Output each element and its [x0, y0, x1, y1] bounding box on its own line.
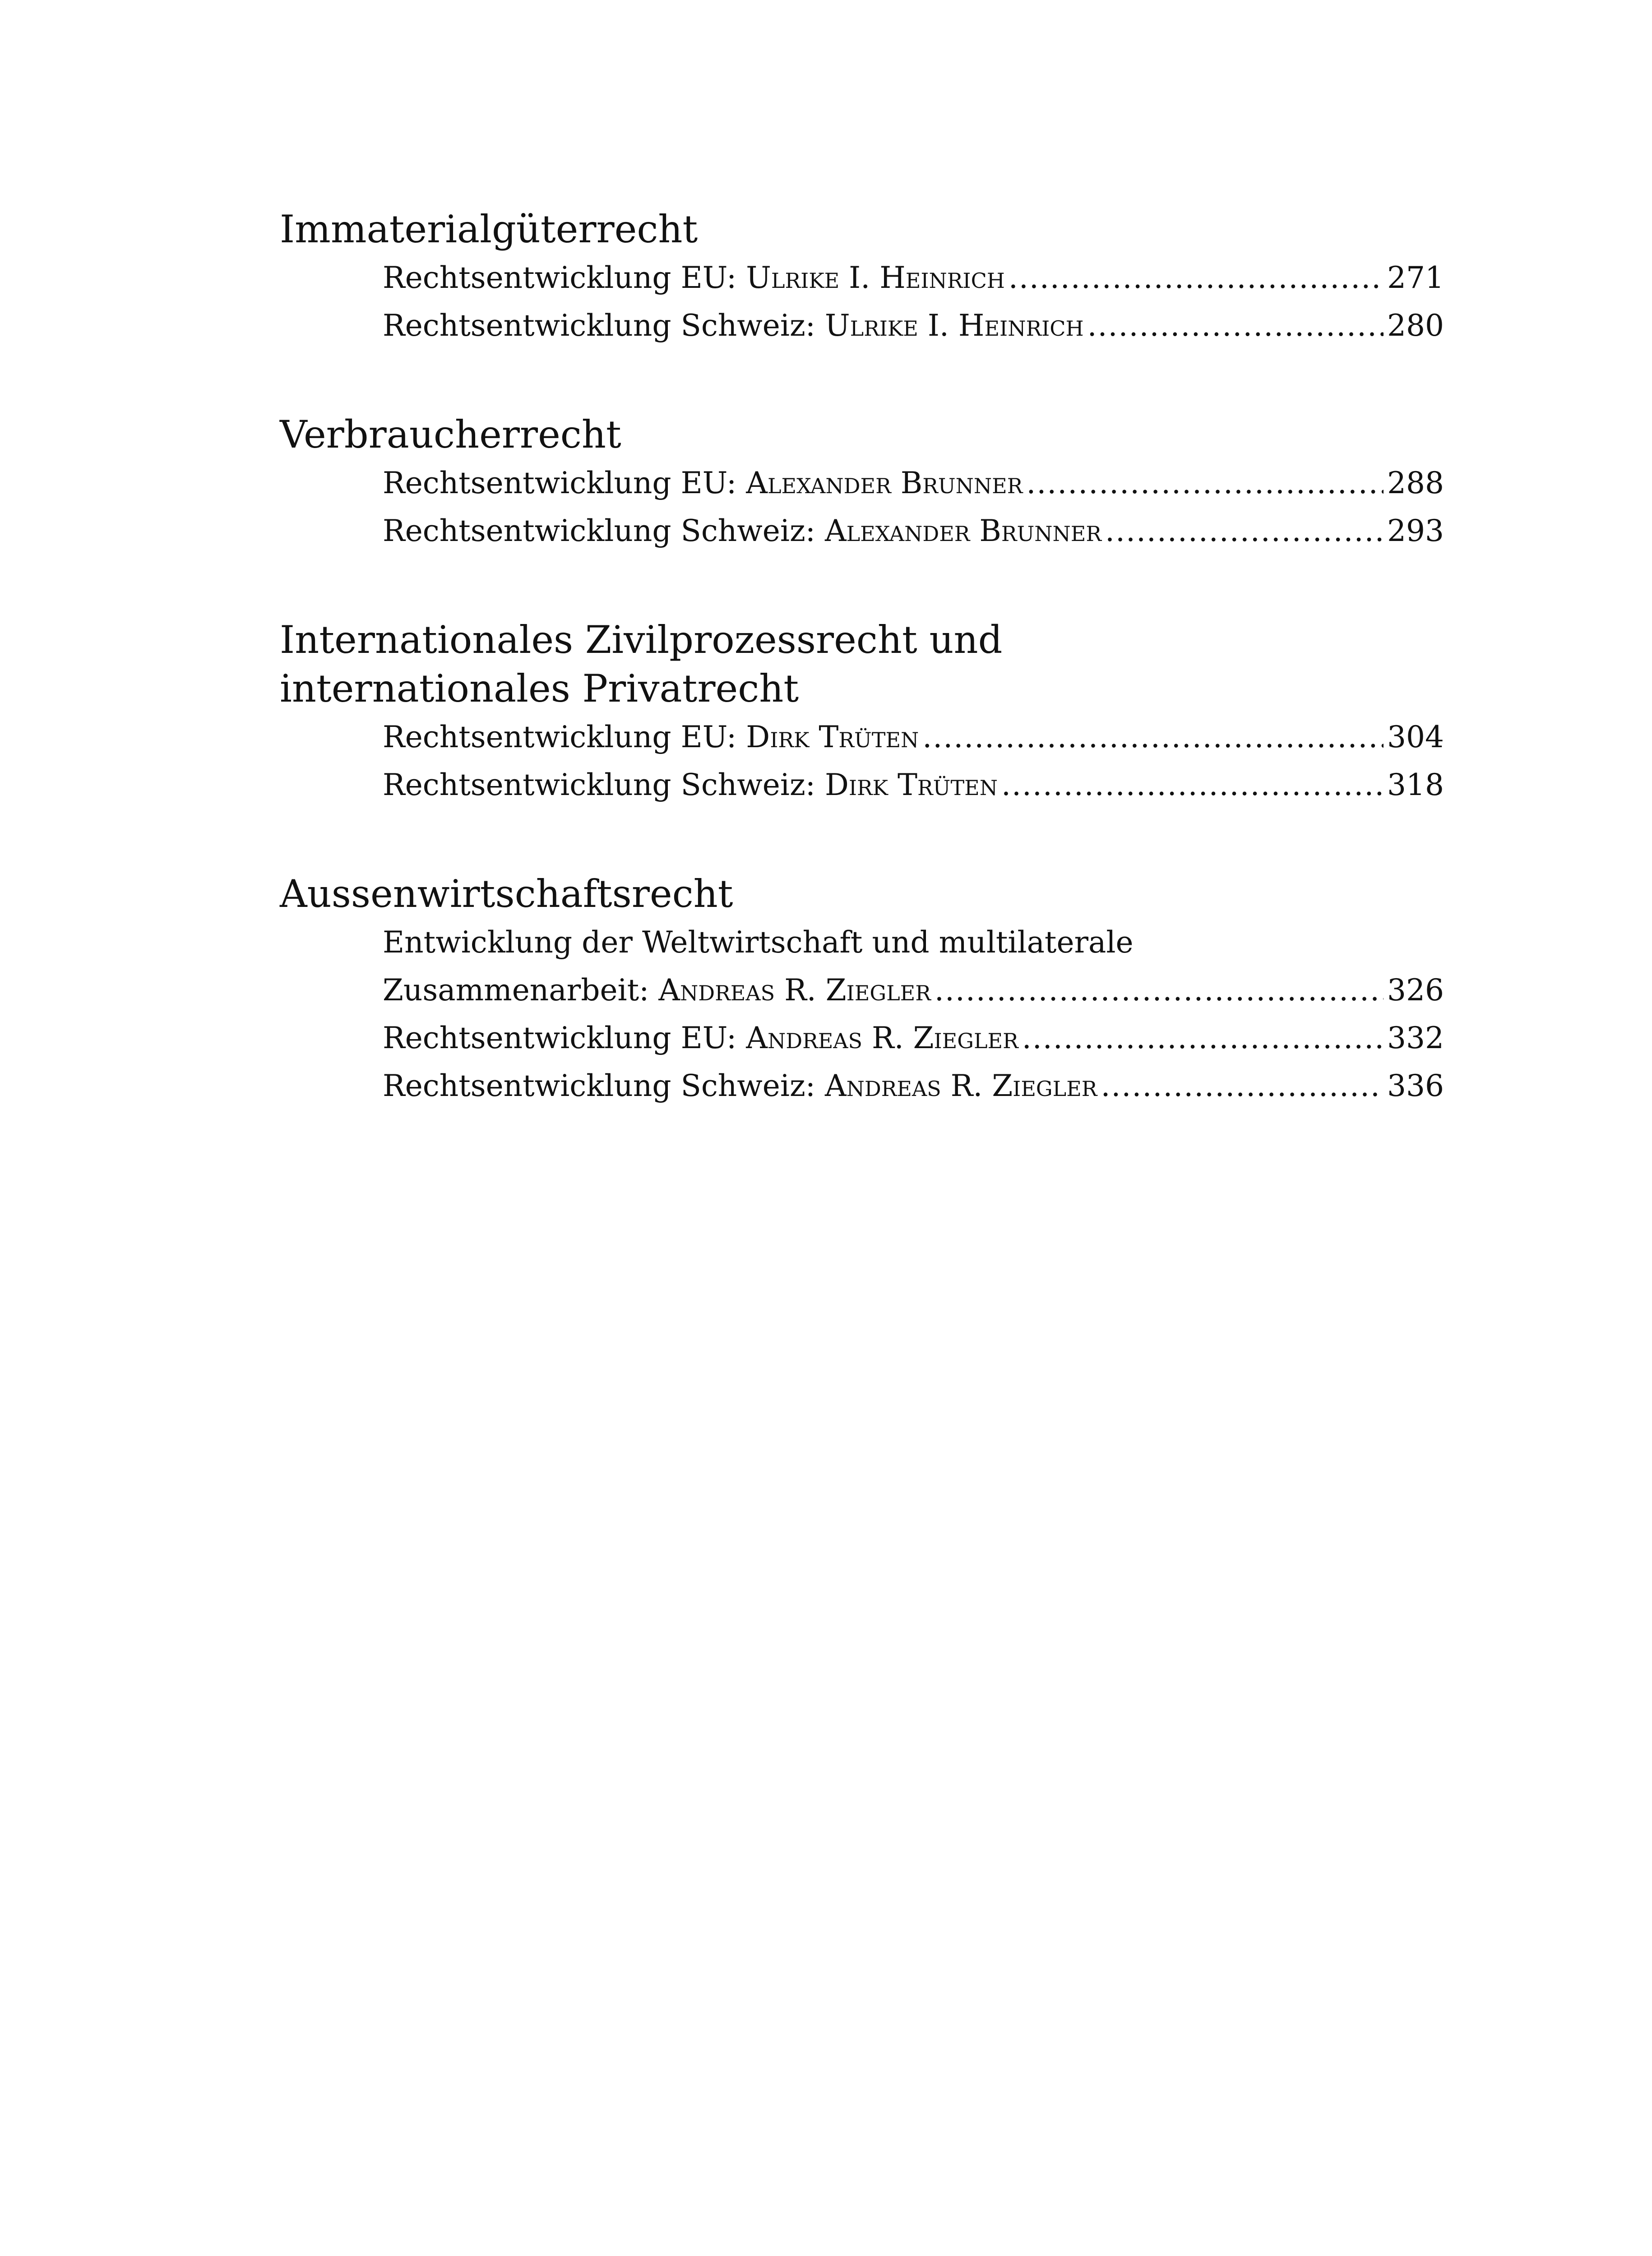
entry-text: [383, 459, 1023, 507]
toc-entry[interactable]: [383, 1062, 1444, 1110]
dot-leader: [1087, 302, 1384, 350]
entry-label: Rechtsentwicklung EU:: [383, 720, 746, 754]
entry-author: Ulrike I. Heinrich: [746, 260, 1005, 295]
entry-page-number: 318: [1387, 767, 1444, 802]
toc-entry[interactable]: [383, 507, 1444, 555]
toc-entry[interactable]: [383, 713, 1444, 761]
entry-text: [383, 761, 998, 809]
entry-author: Dirk Trüten: [824, 767, 998, 802]
toc-entry[interactable]: [383, 459, 1444, 507]
dot-leader: [1101, 1062, 1384, 1110]
entry-page-number: 326: [1387, 973, 1444, 1008]
entry-page-number: 280: [1387, 308, 1444, 343]
entry-label: Rechtsentwicklung EU:: [383, 1021, 746, 1055]
entry-page-number: 271: [1387, 260, 1444, 295]
section-title: Immaterialgüterrecht: [280, 207, 698, 251]
entry-page-number: 336: [1387, 1068, 1444, 1103]
entry-text-line-1: Entwicklung der Weltwirtschaft und multilaterale: [383, 925, 1134, 960]
entry-page-number: 332: [1387, 1021, 1444, 1055]
section-title: Aussenwirtschaftsrecht: [280, 872, 733, 916]
section-entries: [383, 919, 1444, 1110]
entry-page-number: 304: [1387, 720, 1444, 754]
entry-text: [383, 966, 931, 1014]
toc-entry[interactable]: [383, 1014, 1444, 1062]
toc-entry[interactable]: [383, 966, 1444, 1014]
dot-leader: [1022, 1014, 1384, 1062]
entry-author: Alexander Brunner: [746, 466, 1023, 500]
section-title: Verbraucherrecht: [280, 412, 621, 457]
section-entries: [383, 713, 1444, 809]
entry-author: Andreas R. Ziegler: [746, 1021, 1018, 1055]
toc-entry[interactable]: [383, 302, 1444, 350]
section-title-line-1: Internationales Zivilprozessrecht und: [280, 618, 1003, 662]
entry-label: Rechtsentwicklung Schweiz:: [383, 767, 825, 802]
dot-leader: [1001, 761, 1384, 809]
entry-text: [383, 713, 919, 761]
entry-author: Dirk Trüten: [746, 720, 919, 754]
entry-text: [383, 302, 1084, 350]
toc-section-internationales-recht: [280, 616, 1444, 809]
table-of-contents: [280, 205, 1444, 1171]
entry-author: Ulrike I. Heinrich: [824, 308, 1084, 343]
toc-section-immaterialgueterrecht: [280, 205, 1444, 350]
entry-label: Rechtsentwicklung Schweiz:: [383, 308, 825, 343]
dot-leader: [935, 966, 1384, 1014]
section-entries: [383, 459, 1444, 555]
entry-label: Rechtsentwicklung Schweiz:: [383, 513, 825, 548]
entry-text: [383, 1014, 1018, 1062]
toc-section-aussenwirtschaftsrecht: [280, 870, 1444, 1110]
section-entries: [383, 254, 1444, 350]
entry-text: [383, 1062, 1097, 1110]
entry-label: Rechtsentwicklung EU:: [383, 260, 746, 295]
toc-section-verbraucherrecht: [280, 411, 1444, 555]
entry-page-number: 288: [1387, 466, 1444, 500]
entry-label: Rechtsentwicklung Schweiz:: [383, 1068, 825, 1103]
entry-page-number: 293: [1387, 513, 1444, 548]
dot-leader: [1009, 254, 1384, 302]
dot-leader: [1026, 459, 1384, 507]
dot-leader: [922, 713, 1384, 761]
entry-author: Alexander Brunner: [824, 513, 1102, 548]
dot-leader: [1105, 507, 1384, 555]
toc-entry[interactable]: [383, 254, 1444, 302]
entry-author: Andreas R. Ziegler: [824, 1068, 1097, 1103]
entry-text: [383, 254, 1005, 302]
entry-text: [383, 507, 1101, 555]
entry-label: Rechtsentwicklung EU:: [383, 466, 746, 500]
entry-author: Andreas R. Ziegler: [658, 973, 931, 1008]
section-title-line-2: internationales Privatrecht: [280, 666, 799, 711]
toc-entry[interactable]: [383, 761, 1444, 809]
entry-label: Zusammenarbeit:: [383, 973, 659, 1008]
